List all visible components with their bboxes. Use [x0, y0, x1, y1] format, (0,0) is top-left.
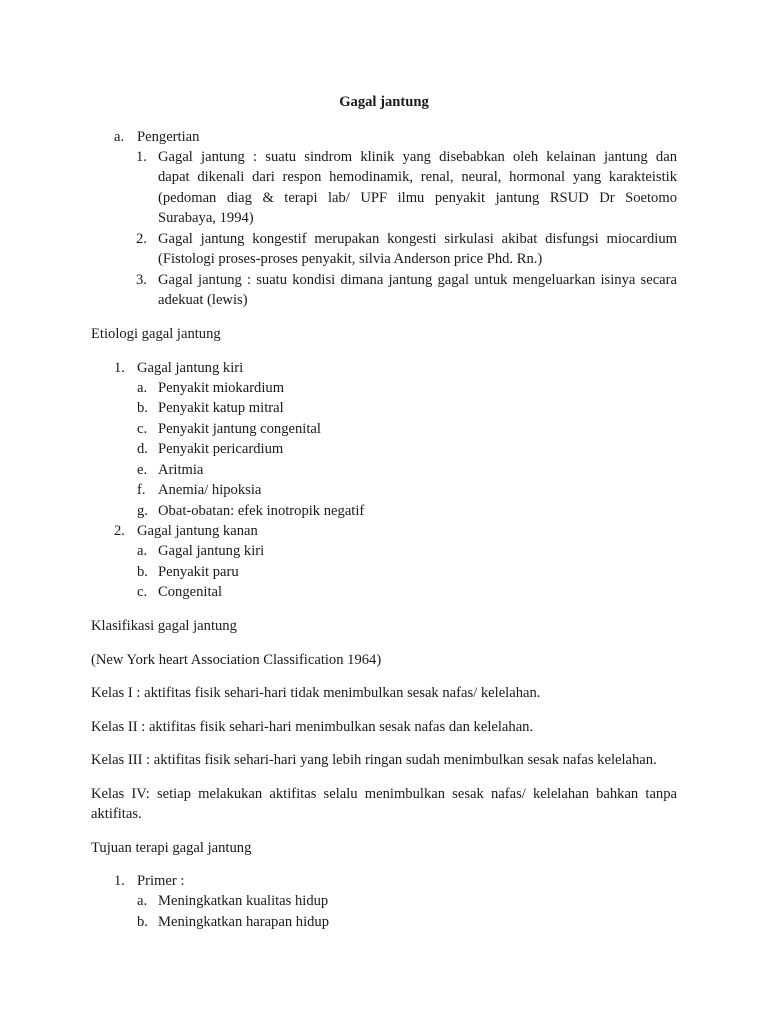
pengertian-heading: Pengertian — [137, 129, 200, 145]
kelas-i: Kelas I : aktifitas fisik sehari-hari tidak menimbulkan sesak nafas/ kelelahan. — [91, 685, 541, 701]
list-item-letter: c. — [137, 584, 148, 600]
tujuan-group-1-label: Primer : — [137, 873, 185, 889]
list-item-letter: d. — [137, 441, 148, 457]
kelas-iv-line-1: Kelas IV: setiap melakukan aktifitas selalu menimbulkan sesak nafas/ kelelahan bahkan tanpa — [91, 786, 677, 802]
list-item: Anemia/ hipoksia — [158, 482, 262, 498]
pengertian-item-1-line-2: dapat dikenali dari respon hemodinamik, renal, neural, hormonal yang karakteistik — [158, 169, 677, 185]
list-item: Penyakit paru — [158, 564, 239, 580]
pengertian-item-1-line-3: (pedoman diag & terapi lab/ UPF ilmu penyakit jantung RSUD Dr Soetomo — [158, 190, 677, 206]
etiologi-group-2-number: 2. — [114, 523, 125, 539]
pengertian-item-2-line-2: (Fistologi proses-proses penyakit, silvia Anderson price Phd. Rn.) — [158, 251, 543, 267]
list-item-letter: a. — [137, 380, 148, 396]
pengertian-item-1-line-1: Gagal jantung : suatu sindrom klinik yang disebabkan oleh kelainan jantung dan — [158, 149, 677, 165]
list-item: Congenital — [158, 584, 223, 600]
list-item-letter: a. — [137, 543, 148, 559]
list-item: Penyakit jantung congenital — [158, 421, 321, 437]
etiologi-group-1-number: 1. — [114, 360, 125, 376]
pengertian-item-2-number: 2. — [136, 231, 147, 247]
list-item-letter: g. — [137, 503, 148, 519]
list-item-letter: e. — [137, 462, 148, 478]
list-item-letter: c. — [137, 421, 148, 437]
kelas-iv-line-2: aktifitas. — [91, 806, 142, 822]
tujuan-group-1-number: 1. — [114, 873, 125, 889]
etiologi-group-2-label: Gagal jantung kanan — [137, 523, 258, 539]
list-item-letter: a. — [137, 893, 148, 909]
list-item: Penyakit katup mitral — [158, 400, 284, 416]
list-item: Penyakit miokardium — [158, 380, 285, 396]
pengertian-item-2-line-1: Gagal jantung kongestif merupakan kongesti sirkulasi akibat disfungsi miocardium — [158, 231, 677, 247]
list-item-letter: b. — [137, 400, 148, 416]
klasifikasi-source: (New York heart Association Classification 1964) — [91, 652, 382, 668]
kelas-iii: Kelas III : aktifitas fisik sehari-hari yang lebih ringan sudah menimbulkan sesak nafas kelelahan. — [91, 752, 657, 768]
list-item: Gagal jantung kiri — [158, 543, 265, 559]
document-title: Gagal jantung — [339, 94, 429, 110]
list-item: Penyakit pericardium — [158, 441, 284, 457]
list-item-letter: f. — [137, 482, 146, 498]
klasifikasi-heading: Klasifikasi gagal jantung — [91, 618, 237, 634]
etiologi-heading: Etiologi gagal jantung — [91, 326, 221, 342]
pengertian-item-3-number: 3. — [136, 272, 147, 288]
pengertian-item-1-number: 1. — [136, 149, 147, 165]
list-item: Meningkatkan kualitas hidup — [158, 893, 329, 909]
kelas-ii: Kelas II : aktifitas fisik sehari-hari menimbulkan sesak nafas dan kelelahan. — [91, 719, 534, 735]
list-item: Meningkatkan harapan hidup — [158, 914, 330, 930]
pengertian-item-3-line-2: adekuat (lewis) — [158, 292, 248, 308]
etiologi-group-1-label: Gagal jantung kiri — [137, 360, 244, 376]
list-item: Obat-obatan: efek inotropik negatif — [158, 503, 365, 519]
pengertian-item-3-line-1: Gagal jantung : suatu kondisi dimana jantung gagal untuk mengeluarkan isinya secara — [158, 272, 677, 288]
list-item-letter: b. — [137, 914, 148, 930]
list-item: Aritmia — [158, 462, 204, 478]
pengertian-item-1-line-4: Surabaya, 1994) — [158, 210, 254, 226]
tujuan-heading: Tujuan terapi gagal jantung — [91, 840, 252, 856]
list-item-letter: b. — [137, 564, 148, 580]
section-a-label: a. — [114, 129, 125, 145]
